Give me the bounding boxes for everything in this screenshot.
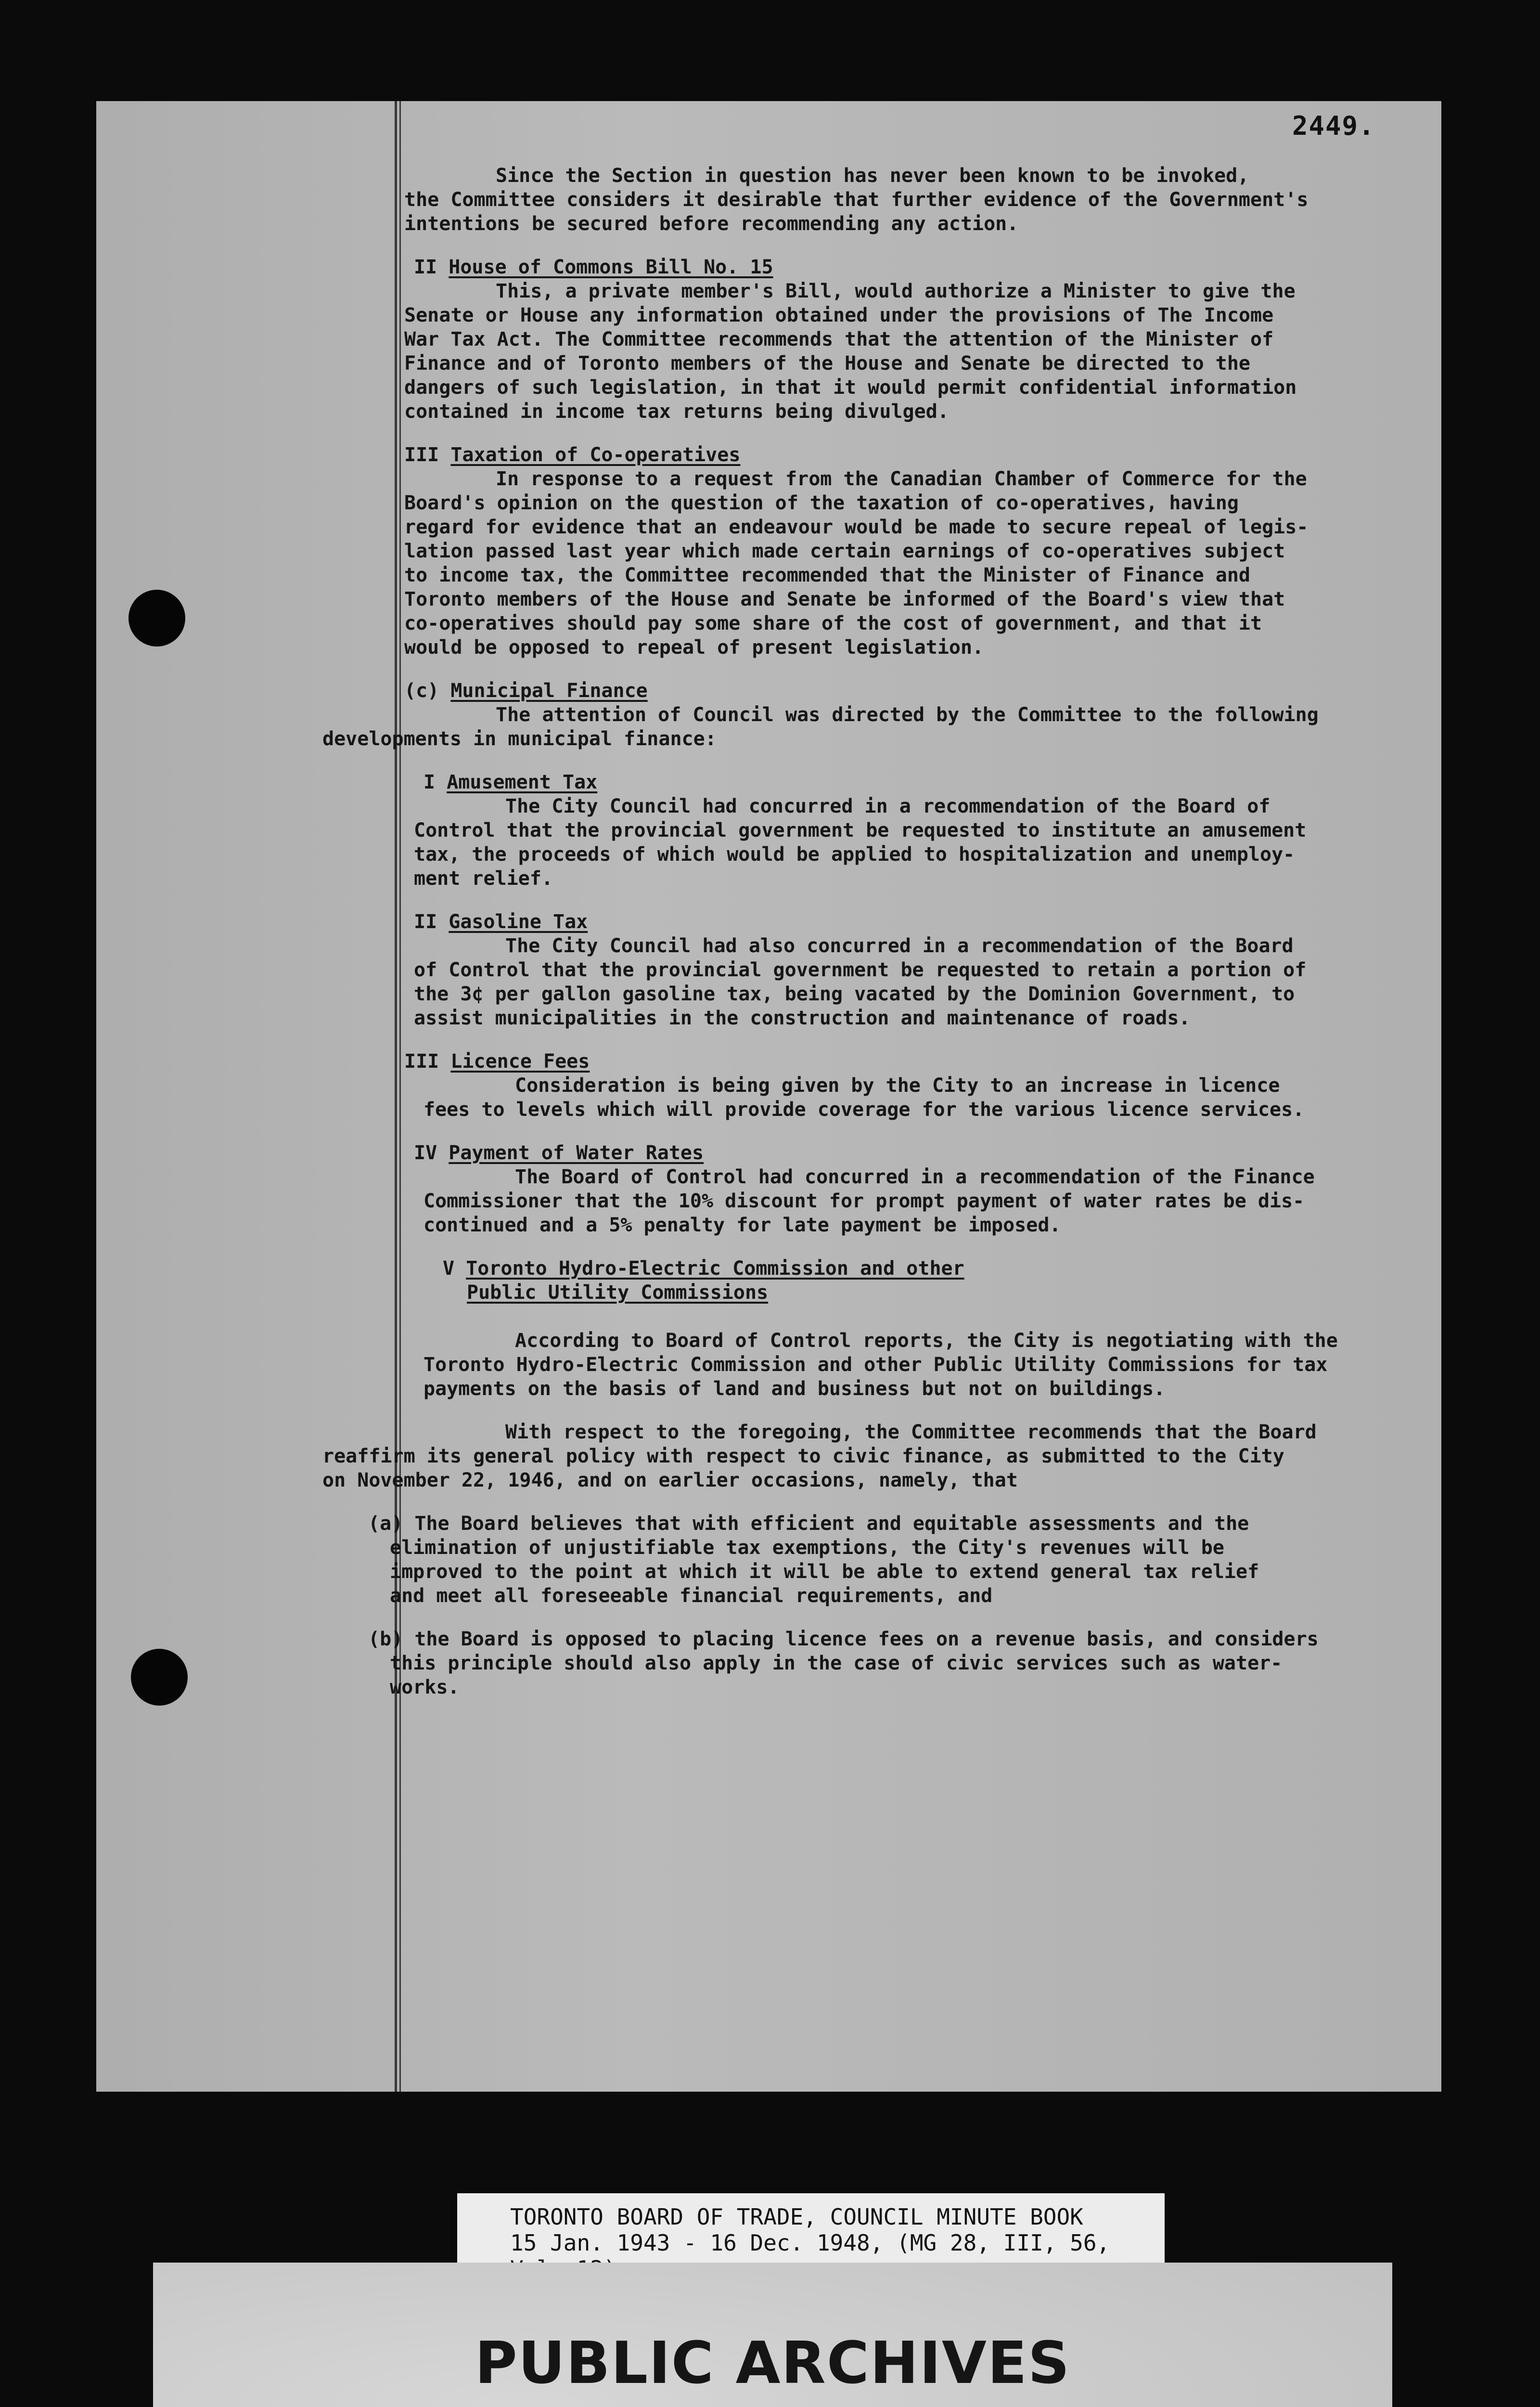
list-item-b: (b) the Board is opposed to placing licence fees on a revenue basis, and considers this principle should also apply in the case of civic services such as water- works. [368,1628,1319,1698]
paragraph-commons-bill: This, a private member's Bill, would authorize a Minister to give the Senate or House any information obtained under the provisions of The Income War Tax Act. The Committee recommends that the attention of the Minister of Finance and of Toronto members of the House and Senate be directed to the dangers of such legislation, in that it would permit confidential information contained in income tax returns being divulged. [404,280,1297,423]
paragraph-section-invoked: Since the Section in question has never been known to be invoked, the Committee considers it desirable that further evidence of the Government's intentions be secured before recommending any action. [404,165,1309,235]
document-page [96,101,1441,2092]
paragraph-water-rates: The Board of Control had concurred in a recommendation of the Finance Commissioner that the 10% discount for prompt payment of water rates be dis- continued and a 5% penalty for late payment be imposed. [424,1166,1315,1236]
minutes-text [322,164,1434,1699]
heading-cooperatives: III Taxation of Co-operatives [404,444,741,466]
paragraph-municipal-finance: The attention of Council was directed by the Committee to the following developments in municipal finance: [322,704,1319,750]
paragraph-hydro-commission: According to Board of Control reports, the City is negotiating with the Toronto Hydro-Electric Commission and other Public Utility Commissions for tax payments on the basis of land and business but not on buildings. [424,1330,1338,1400]
list-item-a: (a) The Board believes that with efficient and equitable assessments and the elimination of unjustifiable tax exemptions, the City's revenues will be improved to the point at which it will be able to extend general tax relief and meet all foreseeable financial requirements, and [368,1513,1259,1607]
margin-rule-left [395,101,397,2092]
punch-hole-top [128,590,185,647]
paragraph-gasoline-tax: The City Council had also concurred in a recommendation of the Board of Control that the provincial government be requested to retain a portion of the 3¢ per gallon gasoline tax, being vacated by the Dominion Government, to assist municipalities in the construction and maintenance of roads. [414,935,1307,1029]
margin-rule-right [399,101,401,2092]
punch-hole-bottom [131,1649,188,1706]
paragraph-recommendation: With respect to the foregoing, the Committee recommends that the Board reaffirm its general policy with respect to civic finance, as submitted to the City on November 22, 1946, and on earlier occasions, namely, that [322,1421,1317,1491]
heading-hydro-commission: V Toronto Hydro-Electric Commission and other Public Utility Commissions [443,1257,964,1304]
heading-gasoline-tax: II Gasoline Tax [414,911,588,933]
paragraph-amusement-tax: The City Council had concurred in a recommendation of the Board of Control that the provincial government be requested to institute an amusement tax, the proceeds of which would be applied to hospitalization and unemploy- ment relief. [414,795,1307,890]
heading-water-rates: IV Payment of Water Rates [414,1142,704,1164]
paragraph-licence-fees: Consideration is being given by the City to an increase in licence fees to levels which will provide coverage for the various licence services. [424,1074,1305,1121]
page-number: 2449. [1292,111,1375,141]
heading-commons-bill: II House of Commons Bill No. 15 [414,256,773,278]
archive-reference-label: TORONTO BOARD OF TRADE, COUNCIL MINUTE BOOK 15 Jan. 1943 - 16 Dec. 1948, (MG 28, III, 56, [457,2193,1165,2269]
heading-municipal-finance: (c) Municipal Finance [404,680,648,702]
heading-licence-fees: III Licence Fees [404,1050,590,1073]
paragraph-cooperatives: In response to a request from the Canadian Chamber of Commerce for the Board's opinion on the question of the taxation of co-operatives, having regard for evidence that an endeavour would be made to secure repeal of legis- lation passed last year which made certain earnings of co-operatives subject to income tax, the Committee recommended that the Minister of Finance and Toronto members of the House and Senate be informed of the Board's view that co-operatives should pay some share of the cost of government, and that it would be opposed to repeal of present legislation. [404,468,1309,659]
heading-amusement-tax: I Amusement Tax [424,771,598,793]
public-archives-stamp: PUBLIC ARCHIVES [153,2263,1392,2407]
